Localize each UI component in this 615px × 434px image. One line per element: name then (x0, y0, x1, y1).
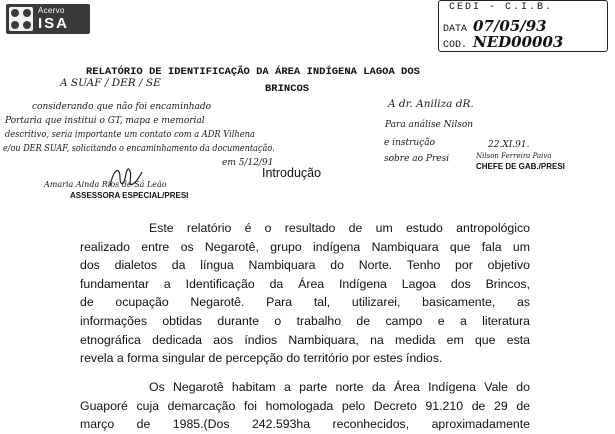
paragraph-1 (80, 219, 530, 368)
paragraph-2-line: Guaporé cuja demarcação foi homologada pelo Decreto 91.210 de 29 de (80, 398, 530, 413)
paragraph-2-line: Os Negarotê habitam a parte norte da Área Indígena Vale do (149, 380, 530, 394)
paragraph-1-line: revela a forma singular de percepção do território por estes índios. (80, 351, 443, 366)
paragraph-1-line: Este relatório é o resultado de um estudo antropológico (149, 221, 530, 235)
handwritten-dispatch-line-3: e instrução (384, 138, 436, 148)
chief-role-stamp: CHEFE DE GAB./PRESI (476, 162, 565, 171)
signature-name: Amaria Ainda Rios de Sá Leão (44, 180, 167, 189)
report-title-line-1: RELATÓRIO DE IDENTIFICAÇÃO DA ÁREA INDÍGENA LAGOA DOS (86, 66, 420, 78)
paragraph-2-line: março de 1985.(Dos 242.593ha reconhecidos, aproximadamente (80, 417, 530, 432)
paragraph-1-line: fundamentar a Identificação da Área Indígena Lagoa dos Brincos, (80, 276, 530, 291)
handwritten-dispatch-date: 22.XI.91. (488, 140, 530, 150)
stamp-code-label: COD. (443, 40, 468, 51)
logo-text-acervo: Acervo (38, 6, 65, 15)
signature-role: ASSESSORA ESPECIAL/PRESI (70, 191, 189, 200)
report-title-line-2: BRINCOS (265, 83, 310, 95)
acervo-isa-logo (6, 4, 90, 34)
handwritten-routing: A SUAF / DER / SE (60, 77, 161, 89)
paragraph-1-line: etnográfica dedicada aos índios Nambiquara, na medida em que esta (80, 332, 530, 347)
handwritten-dispatch-line-4: sobre ao Presi (384, 154, 450, 164)
paragraph-1-line: informações obtidas durante o trabalho de campo e a literatura (80, 313, 530, 328)
handwritten-note-line-4: e/ou DER SUAF, solicitando o encaminhamento da documentação. (3, 144, 275, 154)
section-heading-introducao: Introdução (262, 166, 322, 180)
stamp-code-value: NED00003 (473, 33, 564, 51)
isa-logo-mark-icon (9, 7, 33, 31)
handwritten-note-line-3: descritivo, seria importante um contato com a ADR Vilhena (5, 130, 255, 140)
stamp-code-row (443, 33, 563, 51)
handwritten-note-line-1: considerando que não foi encaminhado (32, 102, 212, 112)
stamp-date-label: DATA (443, 24, 468, 35)
handwritten-note-date: em 5/12/91 (222, 158, 274, 168)
stamp-header: CEDI - C.I.B. (449, 2, 554, 13)
logo-text-isa: ISA (38, 15, 70, 32)
handwritten-note-line-2: Portaria que institui o GT, mapa e memorial (5, 116, 205, 126)
paragraph-1-line: dos dialetos da língua Nambiquara do Norte. Tenho por objetivo (80, 258, 530, 273)
handwritten-dispatch-line-2: Para análise Nilson (385, 120, 474, 130)
handwritten-dispatch-line-1: A dr. Aniliza dR. (388, 98, 474, 110)
chief-name-stamp: Nilson Ferreira Paiva (476, 152, 552, 160)
stamp-date-value: 07/05/93 (473, 17, 547, 35)
paragraph-2 (80, 378, 530, 434)
paragraph-1-line: de ocupação Negarotê. Para tal, utilizarei, basicamente, as (80, 295, 530, 310)
archive-stamp (438, 0, 608, 52)
paragraph-1-line: realizado entre os Negarotê, grupo indígena Nambiquara que fala um (80, 239, 530, 254)
